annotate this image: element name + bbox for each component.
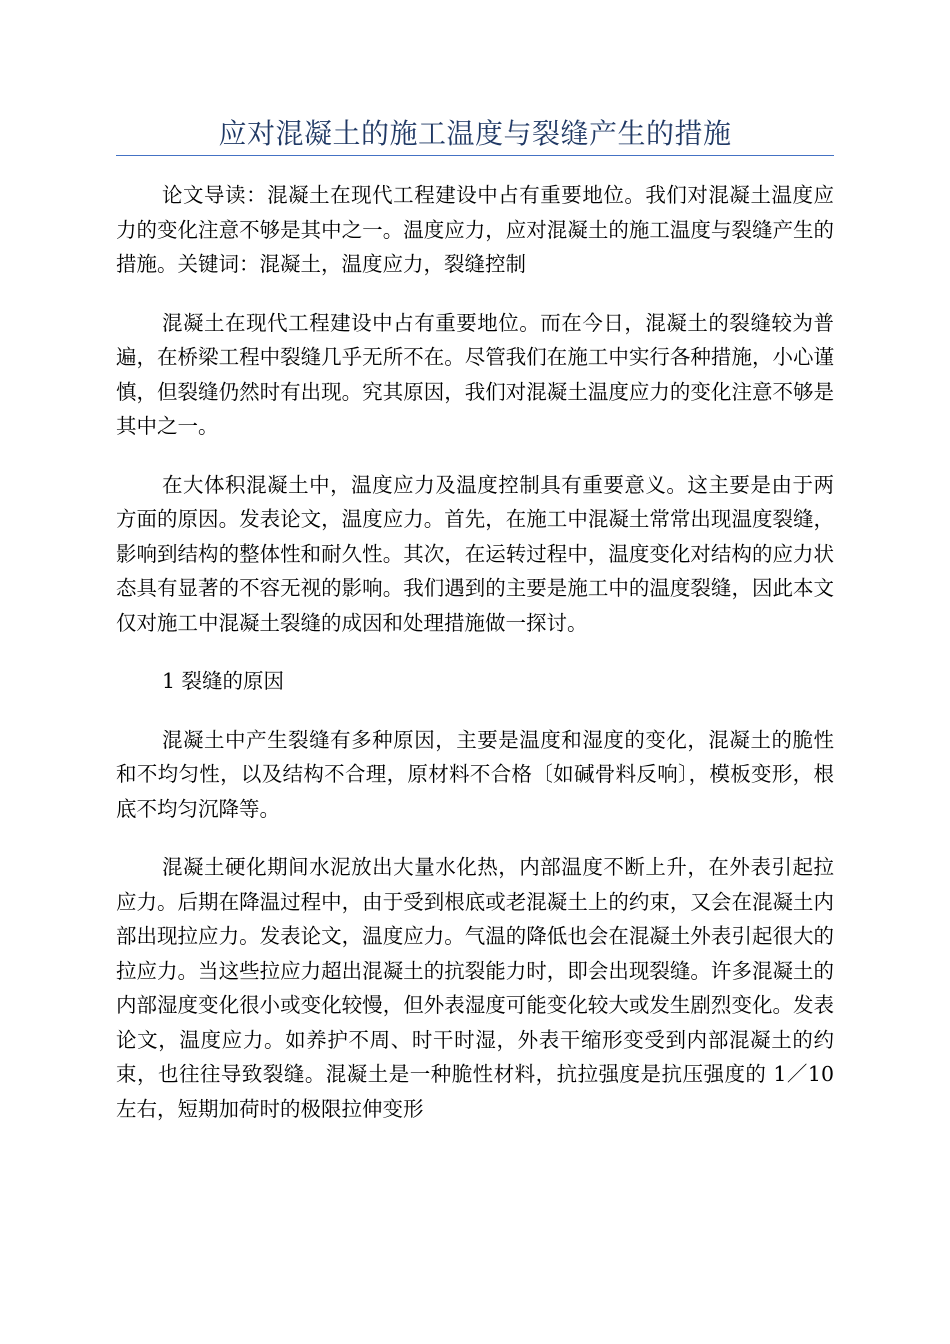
body-paragraph: 在大体积混凝土中，温度应力及温度控制具有重要意义。这主要是由于两方面的原因。发表论文，温度应力。首先，在施工中混凝土常常出现温度裂缝，影响到结构的整体性和耐久性。其次，在运转过程中，温度变化对结构的应力状态具有显著的不容无视的影响。我们遇到的主要是施工中的温度裂缝，因此本文仅对施工中混凝土裂缝的成因和处理措施做一探讨。 — [116, 472, 834, 635]
title-underline — [116, 155, 834, 156]
section-heading: 1 裂缝的原因 — [162, 669, 285, 693]
document-title: 应对混凝土的施工温度与裂缝产生的措施 — [218, 117, 732, 150]
abstract-paragraph: 论文导读：混凝土在现代工程建设中占有重要地位。我们对混凝土温度应力的变化注意不够是其中之一。温度应力，应对混凝土的施工温度与裂缝产生的措施。关键词：混凝土，温度应力，裂缝控制 — [116, 183, 834, 276]
body-paragraph: 混凝土中产生裂缝有多种原因，主要是温度和湿度的变化，混凝土的脆性和不均匀性，以及结构不合理，原材料不合格〔如碱骨料反响〕，模板变形，根底不均匀沉降等。 — [116, 727, 834, 821]
body-paragraph: 混凝土在现代工程建设中占有重要地位。而在今日，混凝土的裂缝较为普遍，在桥梁工程中裂缝几乎无所不在。尽管我们在施工中实行各种措施，小心谨慎，但裂缝仍然时有出现。究其原因，我们对混凝土温度应力的变化注意不够是其中之一。 — [116, 310, 834, 438]
document-body — [116, 178, 834, 1150]
body-paragraph: 混凝土硬化期间水泥放出大量水化热，内部温度不断上升，在外表引起拉应力。后期在降温过程中，由于受到根底或老混凝土上的约束，又会在混凝土内部出现拉应力。发表论文，温度应力。气温的降低也会在混凝土外表引起很大的拉应力。当这些拉应力超出混凝土的抗裂能力时，即会出现裂缝。许多混凝土的内部湿度变化很小或变化较慢，但外表湿度可能变化较大或发生剧烈变化。发表论文，温度应力。如养护不周、时干时湿，外表干缩形变受到内部混凝土的约束，也往往导致裂缝。混凝土是一种脆性材料，抗拉强度是抗压强度的 1／10 左右，短期加荷时的极限拉伸变形 — [116, 855, 834, 1121]
